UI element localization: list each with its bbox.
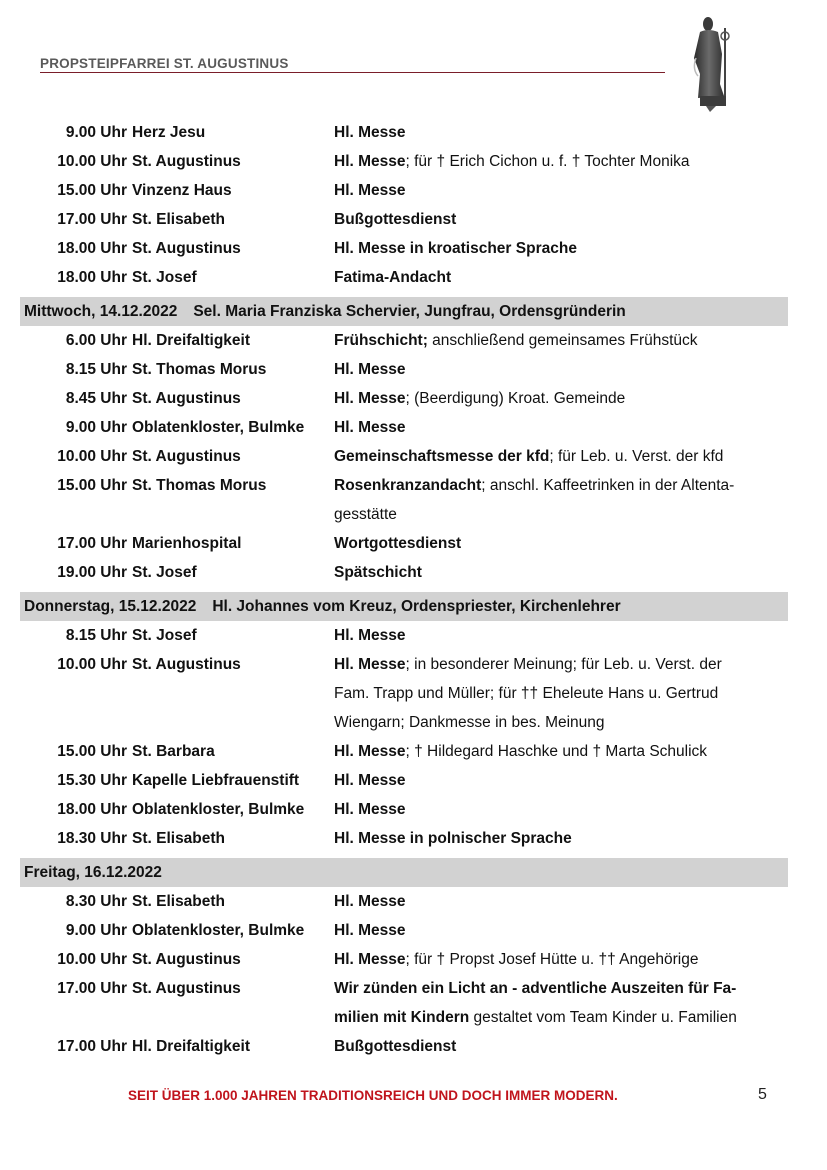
event-time: 8.15 Uhr	[65, 627, 127, 644]
event-note: ; † Hildegard Haschke und † Marta Schulick	[405, 743, 708, 760]
event-title: Hl. Messe	[334, 772, 406, 789]
schedule-row	[20, 471, 788, 500]
event-place-empty	[127, 500, 331, 529]
event-description	[331, 945, 788, 974]
schedule-row-continuation	[20, 679, 788, 708]
schedule-row	[20, 766, 788, 795]
event-title: Wir zünden ein Licht an - adventliche Auszeiten für Fa-	[334, 980, 737, 997]
event-time: 8.30 Uhr	[65, 893, 127, 910]
event-description	[331, 529, 788, 558]
schedule-row	[20, 118, 788, 147]
schedule-row	[20, 1032, 788, 1061]
event-description	[331, 384, 788, 413]
event-time: 9.00 Uhr	[65, 419, 127, 436]
event-time: 18.00 Uhr	[57, 801, 127, 818]
event-description	[331, 147, 788, 176]
event-time: 17.00 Uhr	[57, 211, 127, 228]
event-description-continued	[331, 1003, 788, 1032]
event-title: Fatima-Andacht	[334, 269, 452, 286]
event-description	[331, 795, 788, 824]
event-place-empty	[127, 708, 331, 737]
event-time: 19.00 Uhr	[57, 564, 127, 581]
event-place: St. Augustinus	[132, 448, 241, 465]
event-description	[331, 326, 788, 355]
event-description	[331, 205, 788, 234]
event-title: Hl. Messe	[334, 743, 406, 760]
schedule-row	[20, 737, 788, 766]
event-title: Hl. Messe	[334, 922, 406, 939]
event-description	[331, 118, 788, 147]
event-description	[331, 413, 788, 442]
day-date: Donnerstag, 15.12.2022	[24, 598, 197, 615]
event-note-continued: gesstätte	[334, 506, 397, 523]
event-note: ; für † Erich Cichon u. f. † Tochter Monika	[405, 153, 690, 170]
event-title: Spätschicht	[334, 564, 422, 581]
schedule-row-continuation	[20, 708, 788, 737]
event-title: Hl. Messe in kroatischer Sprache	[334, 240, 577, 257]
event-time: 15.00 Uhr	[57, 743, 127, 760]
event-place: St. Josef	[132, 564, 197, 581]
event-description	[331, 234, 788, 263]
event-time-empty	[20, 679, 127, 708]
event-description	[331, 355, 788, 384]
event-time: 9.00 Uhr	[65, 124, 127, 141]
event-place-empty	[127, 1003, 331, 1032]
day-date: Mittwoch, 14.12.2022	[24, 303, 178, 320]
schedule-row	[20, 621, 788, 650]
event-description	[331, 263, 788, 292]
schedule-row	[20, 263, 788, 292]
event-time: 9.00 Uhr	[65, 922, 127, 939]
event-title: Gemeinschaftsmesse der kfd	[334, 448, 550, 465]
event-place: Oblatenkloster, Bulmke	[132, 801, 305, 818]
event-place: St. Thomas Morus	[132, 477, 267, 494]
event-time: 18.00 Uhr	[57, 269, 127, 286]
event-title-continued: milien mit Kindern	[334, 1009, 470, 1026]
event-time: 8.45 Uhr	[65, 390, 127, 407]
event-title: Hl. Messe in polnischer Sprache	[334, 830, 572, 847]
schedule-row	[20, 176, 788, 205]
event-description	[331, 1032, 788, 1061]
event-title: Hl. Messe	[334, 801, 406, 818]
day-header	[20, 592, 788, 621]
event-place: St. Augustinus	[132, 980, 241, 997]
event-time: 15.00 Uhr	[57, 477, 127, 494]
schedule-row	[20, 355, 788, 384]
day-saint: Sel. Maria Franziska Schervier, Jungfrau, Ordensgründerin	[193, 303, 626, 320]
schedule-row	[20, 147, 788, 176]
event-title: Wortgottesdienst	[334, 535, 462, 552]
event-title: Frühschicht;	[334, 332, 428, 349]
event-note: ; für Leb. u. Verst. der kfd	[549, 448, 724, 465]
event-description	[331, 974, 788, 1003]
event-description	[331, 442, 788, 471]
event-place: Herz Jesu	[132, 124, 206, 141]
event-note: ; in besonderer Meinung; für Leb. u. Verst. der	[405, 656, 722, 673]
event-place-empty	[127, 679, 331, 708]
schedule-row	[20, 945, 788, 974]
day-date: Freitag, 16.12.2022	[24, 864, 162, 881]
event-title: Hl. Messe	[334, 656, 406, 673]
day-saint: Hl. Johannes vom Kreuz, Ordenspriester, Kirchenlehrer	[212, 598, 621, 615]
event-time: 17.00 Uhr	[57, 535, 127, 552]
event-description	[331, 650, 788, 679]
event-place: St. Elisabeth	[132, 893, 226, 910]
event-time-empty	[20, 1003, 127, 1032]
event-place: Hl. Dreifaltigkeit	[132, 1038, 250, 1055]
event-time: 10.00 Uhr	[57, 153, 127, 170]
event-place: St. Elisabeth	[132, 830, 226, 847]
event-title: Hl. Messe	[334, 419, 406, 436]
event-place: St. Augustinus	[132, 951, 241, 968]
event-place: St. Augustinus	[132, 656, 241, 673]
schedule-row	[20, 558, 788, 587]
augustinus-statue-icon	[688, 14, 738, 114]
event-title: Rosenkranzandacht	[334, 477, 482, 494]
schedule-row	[20, 326, 788, 355]
header-divider	[40, 72, 665, 73]
event-time: 18.00 Uhr	[57, 240, 127, 257]
event-description	[331, 558, 788, 587]
event-time: 15.00 Uhr	[57, 182, 127, 199]
schedule-row	[20, 795, 788, 824]
event-title: Bußgottesdienst	[334, 1038, 457, 1055]
event-title: Hl. Messe	[334, 893, 406, 910]
event-place: Marienhospital	[132, 535, 242, 552]
event-place: Oblatenkloster, Bulmke	[132, 419, 305, 436]
event-note: ; anschl. Kaffeetrinken in der Altenta-	[481, 477, 735, 494]
event-title: Hl. Messe	[334, 627, 406, 644]
day-header	[20, 297, 788, 326]
event-place: Vinzenz Haus	[132, 182, 232, 199]
event-time: 6.00 Uhr	[65, 332, 127, 349]
schedule-row	[20, 234, 788, 263]
event-description	[331, 887, 788, 916]
event-description	[331, 824, 788, 853]
event-title: Bußgottesdienst	[334, 211, 457, 228]
event-description	[331, 766, 788, 795]
schedule	[20, 118, 788, 1061]
event-description	[331, 471, 788, 500]
schedule-row-continuation	[20, 500, 788, 529]
event-title: Hl. Messe	[334, 951, 406, 968]
event-place: St. Barbara	[132, 743, 215, 760]
event-time: 15.30 Uhr	[57, 772, 127, 789]
event-note-continued: Wiengarn; Dankmesse in bes. Meinung	[334, 714, 605, 731]
event-place: Hl. Dreifaltigkeit	[132, 332, 250, 349]
event-place: Kapelle Liebfrauenstift	[132, 772, 300, 789]
schedule-row	[20, 887, 788, 916]
event-note: ; (Beerdigung) Kroat. Gemeinde	[405, 390, 626, 407]
event-place: St. Augustinus	[132, 390, 241, 407]
event-time-empty	[20, 708, 127, 737]
day-saint	[162, 858, 178, 887]
event-place: St. Augustinus	[132, 153, 241, 170]
event-title: Hl. Messe	[334, 361, 406, 378]
page-number: 5	[758, 1086, 767, 1103]
event-description	[331, 176, 788, 205]
footer-slogan: SEIT ÜBER 1.000 JAHREN TRADITIONSREICH UND DOCH IMMER MODERN.	[128, 1088, 618, 1103]
event-time: 17.00 Uhr	[57, 1038, 127, 1055]
event-place: St. Thomas Morus	[132, 361, 267, 378]
event-time: 10.00 Uhr	[57, 951, 127, 968]
schedule-row	[20, 413, 788, 442]
day-header	[20, 858, 788, 887]
event-place: St. Elisabeth	[132, 211, 226, 228]
event-title: Hl. Messe	[334, 153, 406, 170]
event-place: St. Josef	[132, 269, 197, 286]
schedule-row	[20, 529, 788, 558]
event-time: 18.30 Uhr	[57, 830, 127, 847]
event-note: gestaltet vom Team Kinder u. Familien	[469, 1009, 737, 1026]
event-time: 10.00 Uhr	[57, 656, 127, 673]
event-description	[331, 916, 788, 945]
schedule-row	[20, 824, 788, 853]
event-title: Hl. Messe	[334, 390, 406, 407]
schedule-row-continuation	[20, 1003, 788, 1032]
parish-title: PROPSTEIPFARREI ST. AUGUSTINUS	[40, 56, 289, 71]
event-place: Oblatenkloster, Bulmke	[132, 922, 305, 939]
event-time: 8.15 Uhr	[65, 361, 127, 378]
schedule-row	[20, 205, 788, 234]
event-time: 10.00 Uhr	[57, 448, 127, 465]
event-description	[331, 621, 788, 650]
schedule-row	[20, 650, 788, 679]
event-note: ; für † Propst Josef Hütte u. †† Angehörige	[405, 951, 699, 968]
event-note-continued: Fam. Trapp und Müller; für †† Eheleute Hans u. Gertrud	[334, 685, 719, 702]
schedule-row	[20, 384, 788, 413]
event-note: anschließend gemeinsames Frühstück	[427, 332, 698, 349]
schedule-row	[20, 916, 788, 945]
schedule-row	[20, 442, 788, 471]
event-time: 17.00 Uhr	[57, 980, 127, 997]
event-description	[331, 737, 788, 766]
event-title: Hl. Messe	[334, 182, 406, 199]
event-time-empty	[20, 500, 127, 529]
event-place: St. Augustinus	[132, 240, 241, 257]
event-place: St. Josef	[132, 627, 197, 644]
schedule-row	[20, 974, 788, 1003]
event-title: Hl. Messe	[334, 124, 406, 141]
